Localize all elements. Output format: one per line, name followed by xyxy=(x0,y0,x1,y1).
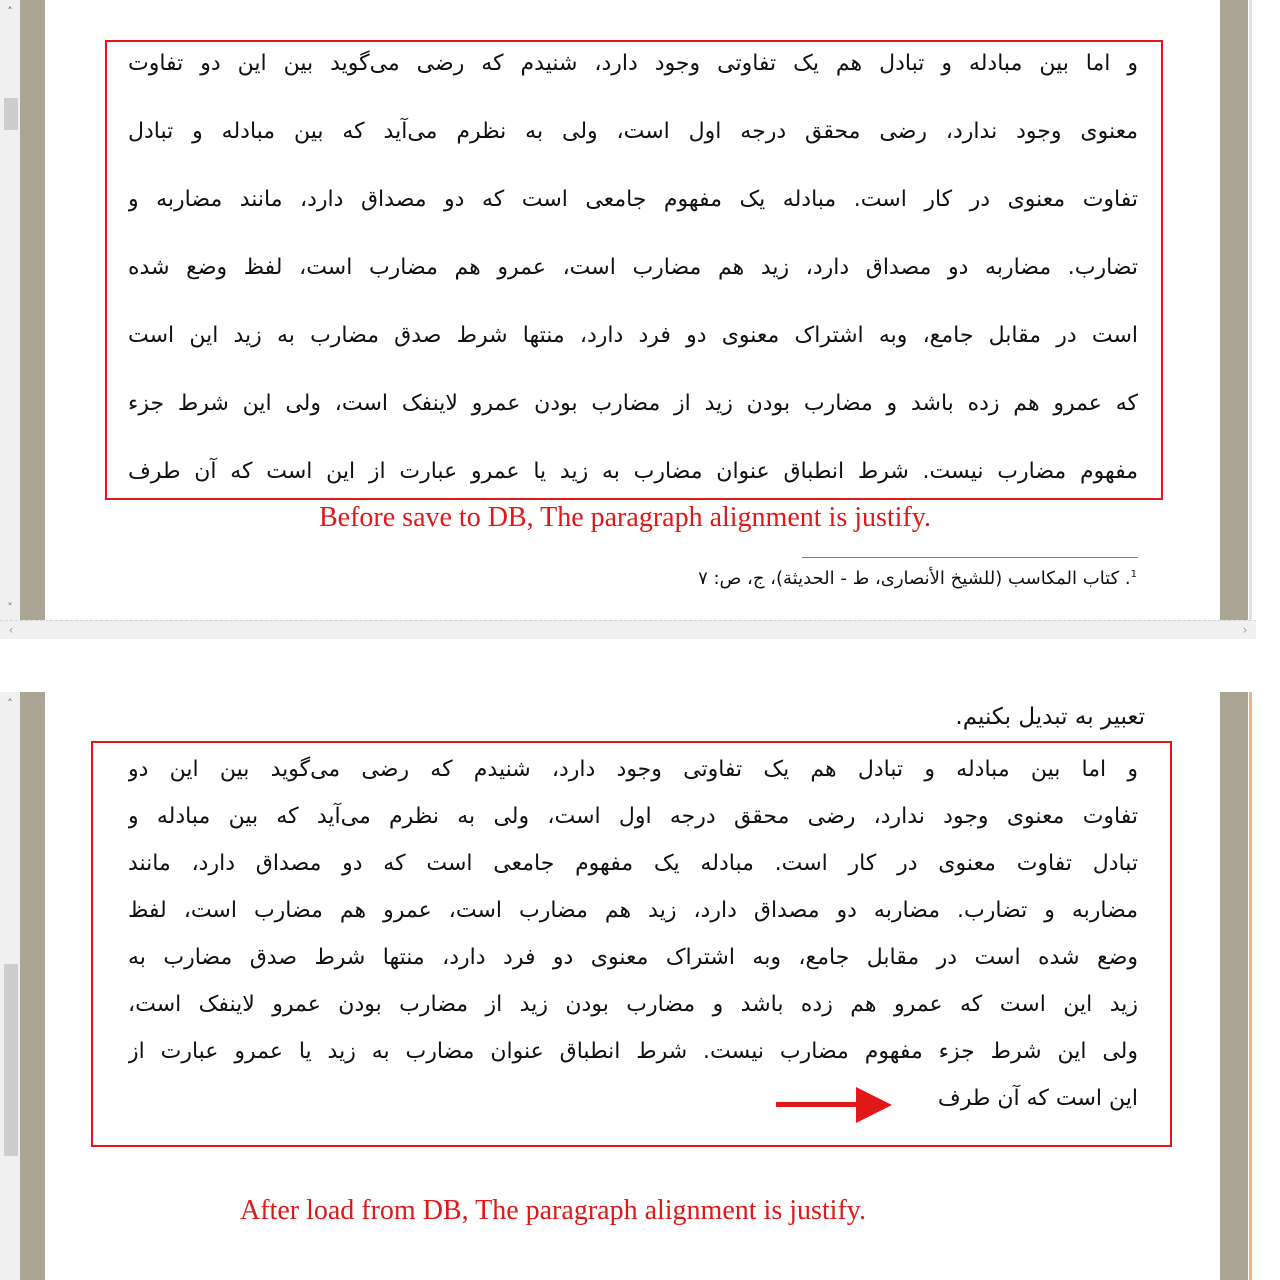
paragraph-line: است در مقابل جامع، وبه اشتراک معنوی دو فرد دارد، منتها شرط صدق مضارب به زید این است xyxy=(128,323,1138,348)
horizontal-scrollbar[interactable] xyxy=(0,620,1256,639)
paragraph-line: که عمرو هم زده باشد و مضارب بودن زید از مضارب بودن عمرو لاینفک است، ولی این شرط جزء xyxy=(128,391,1138,416)
page-gutter-left xyxy=(20,0,45,620)
arrow-right-icon-head xyxy=(856,1087,892,1123)
paragraph-line: وضع شده است در مقابل جامع، وبه اشتراک معنوی دو فرد دارد، منتها شرط صدق مضارب به xyxy=(128,945,1138,970)
chevron-right-icon[interactable]: › xyxy=(1242,623,1248,637)
page-gutter-right xyxy=(1220,692,1248,1280)
paragraph-line: مضاربه و تضارب. مضاربه دو مصداق دارد، زید هم مضارب است، عمرو هم مضارب است، لفظ xyxy=(128,898,1138,923)
paragraph-line: ولی این شرط جزء مفهوم مضارب نیست. شرط انطباق عنوان مضارب به زید یا عمرو عبارت از xyxy=(128,1039,1138,1064)
vertical-scrollbar[interactable] xyxy=(0,0,20,620)
paragraph-line: تبادل تفاوت معنوی در کار است. مبادله یک مفهوم جامعی است که دو مصداق دارد، مانند xyxy=(128,851,1138,876)
annotation-caption-before: Before save to DB, The paragraph alignment is justify. xyxy=(319,502,931,533)
paragraph-before-save[interactable] xyxy=(128,44,1138,520)
scrollbar-thumb[interactable] xyxy=(4,964,18,1156)
footnote-separator xyxy=(802,557,1138,558)
annotation-caption-after: After load from DB, The paragraph alignment is justify. xyxy=(240,1195,866,1226)
paragraph-line: تضارب. مضاربه دو مصداق دارد، زید هم مضارب است، عمرو هم مضارب است، لفظ وضع شده xyxy=(128,255,1138,280)
scrollbar-thumb[interactable] xyxy=(4,98,18,130)
page-gutter-left xyxy=(20,692,45,1280)
paragraph-line: مفهوم مضارب نیست. شرط انطباق عنوان مضارب به زید یا عمرو عبارت از این است که آن طرف xyxy=(128,459,1138,484)
paragraph-line: و اما بین مبادله و تبادل هم یک تفاوتی وجود دارد، شنیدم که رضی می‌گوید بین این دو xyxy=(128,757,1138,782)
paragraph-last-line: این است که آن طرف xyxy=(937,1086,1138,1111)
footnote-text: . کتاب المکاسب (للشیخ الأنصاری، ط - الحدیثة)، ج، ص: ۷ xyxy=(698,568,1131,589)
paragraph-after-load[interactable] xyxy=(128,750,1138,1126)
paragraph-line: تفاوت معنوی وجود ندارد، رضی محقق درجه اول است، ولی به نظرم می‌آید که بین مبادله و xyxy=(128,804,1138,829)
chevron-up-icon[interactable]: ˄ xyxy=(7,697,13,710)
paragraph-line: زید این است که عمرو هم زده باشد و مضارب بودن زید از مضارب بودن عمرو لاینفک است، xyxy=(128,992,1138,1017)
paragraph-line: تفاوت معنوی در کار است. مبادله یک مفهوم جامعی است که دو مصداق دارد، مانند مضاربه و xyxy=(128,187,1138,212)
paragraph-line: و اما بین مبادله و تبادل هم یک تفاوتی وجود دارد، شنیدم که رضی می‌گوید بین این دو تفاوت xyxy=(128,51,1138,76)
page-gutter-right xyxy=(1220,0,1248,620)
footnote xyxy=(698,568,1137,589)
previous-paragraph-line: تعبیر به تبدیل بکنیم. xyxy=(955,704,1145,730)
chevron-left-icon[interactable]: ‹ xyxy=(8,623,14,637)
chevron-down-icon[interactable]: ˅ xyxy=(7,601,13,614)
arrow-right-icon xyxy=(776,1102,861,1107)
paragraph-line: معنوی وجود ندارد، رضی محقق درجه اول است، ولی به نظرم می‌آید که بین مبادله و تبادل xyxy=(128,119,1138,144)
footnote-marker: 1 xyxy=(1130,569,1137,580)
chevron-up-icon[interactable]: ˄ xyxy=(7,5,13,18)
vertical-scrollbar[interactable] xyxy=(0,692,20,1280)
